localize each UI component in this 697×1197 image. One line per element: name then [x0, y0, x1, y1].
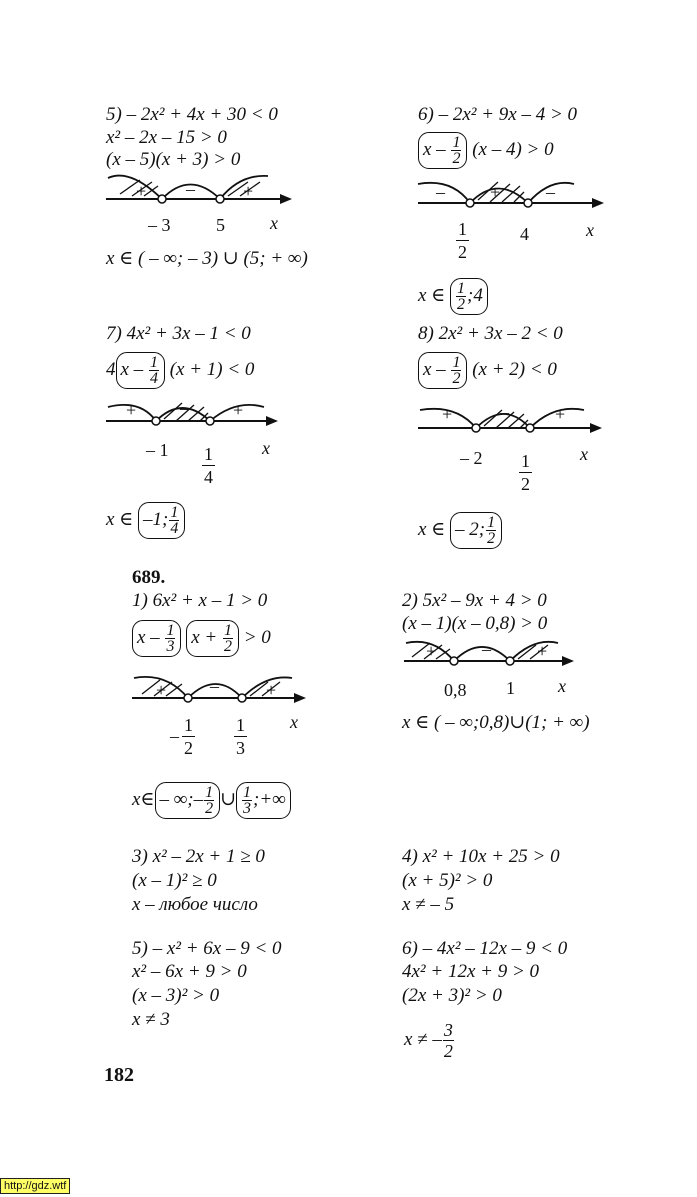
b7-point-1: – 1	[146, 440, 169, 460]
p689-6-line1: 6) – 4x² – 12x – 9 < 0	[402, 938, 568, 959]
p689-1-answer: x∈ – ∞;– $\frac{1}{2}$ ∪ $\frac{1}{3}$ ;+∞	[132, 782, 291, 819]
p689-5-line2: x² – 6x + 9 > 0	[132, 961, 247, 982]
b5-point-2: 5	[216, 215, 225, 235]
b5-line3: (x – 5)(x + 3) > 0	[106, 149, 241, 170]
b7-line1: 7) 4x² + 3x – 1 < 0	[106, 323, 251, 344]
b7-point-2: 1 4	[204, 444, 213, 487]
b8-answer: x ∈ – 2; $\frac{1}{2}$	[418, 512, 502, 549]
b6-axis-label: x	[586, 220, 594, 240]
b8-point-2: 1 2	[521, 451, 530, 494]
p689-2-sign-1: +	[426, 641, 437, 661]
p689-3-line3: x – любое число	[132, 894, 258, 915]
p689-5-line1: 5) – x² + 6x – 9 < 0	[132, 938, 282, 959]
b5-line2: x² – 2x – 15 > 0	[106, 127, 227, 148]
b8-line2: x – $\frac{1}{2}$ (x + 2) < 0	[418, 352, 557, 389]
p689-2-line1: 2) 5x² – 9x + 4 > 0	[402, 590, 547, 611]
p689-1-sign-3: +	[266, 680, 277, 700]
p689-1-line2: x – $\frac{1}{3}$ x + $\frac{1}{2}$ > 0	[132, 620, 271, 657]
p689-1-point-1-sign: –	[170, 726, 179, 746]
page-number: 182	[104, 1064, 134, 1086]
b7-sign-3: +	[233, 400, 244, 420]
p689-1-number-line	[126, 668, 316, 708]
p689-4-line3: x ≠ – 5	[402, 894, 455, 915]
p689-2-point-2: 1	[506, 678, 515, 698]
b5-sign-2: –	[186, 179, 195, 199]
b5-point-1: – 3	[148, 215, 171, 235]
b7-answer: x ∈ –1; $\frac{1}{4}$	[106, 502, 185, 539]
b7-sign-1: +	[126, 400, 137, 420]
b7-sign-2: –	[180, 398, 189, 418]
p689-1-sign-1: +	[156, 680, 167, 700]
b5-sign-1: +	[136, 181, 147, 201]
p689-1-axis-label: x	[290, 712, 298, 732]
b5-axis-label: x	[270, 213, 278, 233]
b7-axis-label: x	[262, 438, 270, 458]
b5-sign-3: +	[243, 181, 254, 201]
b5-number-line	[100, 168, 300, 208]
b8-point-1: – 2	[460, 448, 483, 468]
b6-point-1: 1 2	[458, 219, 467, 262]
p689-6-line4: x ≠ – $\frac{3}{2}$	[404, 1020, 453, 1061]
b8-line1: 8) 2x² + 3x – 2 < 0	[418, 323, 563, 344]
b6-line2: x – $\frac{1}{2}$ (x – 4) > 0	[418, 132, 554, 169]
p689-2-axis-label: x	[558, 676, 566, 696]
b5-line1: 5) – 2x² + 4x + 30 < 0	[106, 104, 278, 125]
p689-1-point-2: 1 3	[236, 715, 245, 758]
p689-4-line2: (x + 5)² > 0	[402, 870, 493, 891]
b6-sign-3: –	[546, 182, 555, 202]
p689-1-point-1: 1 2	[184, 715, 193, 758]
b8-sign-3: +	[555, 404, 566, 424]
b6-answer: x ∈ $\frac{1}{2}$ ;4	[418, 278, 488, 315]
p689-3-line1: 3) x² – 2x + 1 ≥ 0	[132, 846, 265, 867]
problem-number: 689.	[132, 567, 166, 588]
b7-line2: 4 x – $\frac{1}{4}$ (x + 1) < 0	[106, 354, 255, 387]
p689-5-line3: (x – 3)² > 0	[132, 985, 220, 1006]
b8-sign-1: +	[442, 404, 453, 424]
b8-sign-2: –	[500, 402, 509, 422]
p689-2-sign-3: +	[537, 641, 548, 661]
b5-answer: x ∈ ( – ∞; – 3) ∪ (5; + ∞)	[106, 248, 308, 269]
p689-2-sign-2: –	[482, 639, 491, 659]
b6-sign-2: +	[490, 182, 501, 202]
p689-6-line2: 4x² + 12x + 9 > 0	[402, 961, 540, 982]
p689-4-line1: 4) x² + 10x + 25 > 0	[402, 846, 560, 867]
footer-link[interactable]: http://gdz.wtf	[0, 1178, 70, 1194]
p689-2-answer: x ∈ ( – ∞;0,8)∪(1; + ∞)	[402, 712, 590, 733]
p689-5-line4: x ≠ 3	[132, 1009, 170, 1030]
p689-2-point-1: 0,8	[444, 680, 467, 700]
p689-6-line3: (2x + 3)² > 0	[402, 985, 502, 1006]
b6-line1: 6) – 2x² + 9x – 4 > 0	[418, 104, 578, 125]
p689-3-line2: (x – 1)² ≥ 0	[132, 870, 217, 891]
p689-2-line2: (x – 1)(x – 0,8) > 0	[402, 613, 548, 634]
b6-sign-1: –	[436, 182, 445, 202]
p689-1-sign-2: –	[210, 676, 219, 696]
b8-axis-label: x	[580, 444, 588, 464]
b6-point-2: 4	[520, 224, 529, 244]
p689-1-line1: 1) 6x² + x – 1 > 0	[132, 590, 268, 611]
